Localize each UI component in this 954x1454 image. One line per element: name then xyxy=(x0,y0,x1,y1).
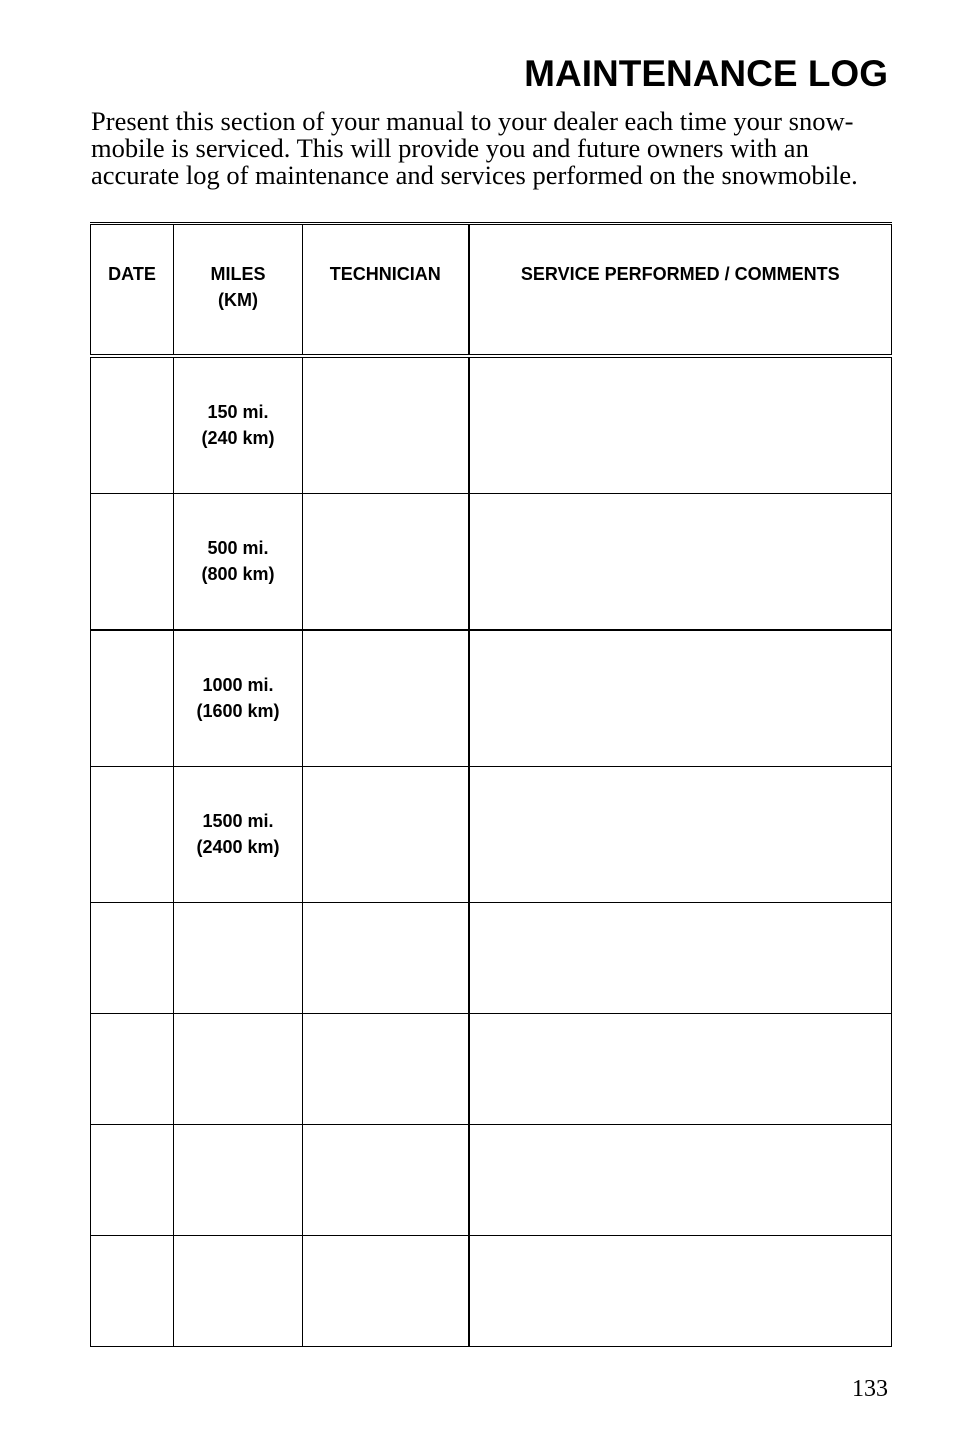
service-cell[interactable] xyxy=(469,493,892,630)
table-row xyxy=(91,493,892,630)
service-cell[interactable] xyxy=(469,902,892,1013)
miles-value: 500 mi. xyxy=(207,538,269,558)
intro-line: Present this section of your manual to your dealer each time your snow- xyxy=(91,106,854,136)
technician-cell[interactable] xyxy=(303,1124,469,1235)
service-cell[interactable] xyxy=(469,766,892,902)
km-value: (2400 km) xyxy=(196,837,280,857)
km-value: (800 km) xyxy=(201,564,275,584)
miles-value: 1000 mi. xyxy=(202,675,274,695)
service-cell[interactable] xyxy=(469,356,892,494)
date-cell[interactable] xyxy=(91,356,174,494)
technician-cell[interactable] xyxy=(303,766,469,902)
technician-cell[interactable] xyxy=(303,356,469,494)
date-cell[interactable] xyxy=(91,1124,174,1235)
miles-cell[interactable] xyxy=(174,1013,303,1124)
miles-cell xyxy=(174,493,303,630)
miles-cell[interactable] xyxy=(174,902,303,1013)
km-value: (1600 km) xyxy=(196,701,280,721)
table-row xyxy=(91,630,892,767)
intro-line: mobile is serviced. This will provide you and future owners with an xyxy=(91,133,809,163)
header-technician: TECHNICIAN xyxy=(303,224,469,356)
service-cell[interactable] xyxy=(469,1235,892,1346)
technician-cell[interactable] xyxy=(303,630,469,767)
miles-value: 1500 mi. xyxy=(202,811,274,831)
page-title: MAINTENANCE LOG xyxy=(524,53,888,94)
maintenance-log-table xyxy=(90,222,892,1347)
header-km-label: (KM) xyxy=(218,290,258,310)
date-cell[interactable] xyxy=(91,630,174,767)
miles-cell xyxy=(174,766,303,902)
miles-cell xyxy=(174,356,303,494)
table-row xyxy=(91,1013,892,1124)
technician-cell[interactable] xyxy=(303,1235,469,1346)
technician-cell[interactable] xyxy=(303,493,469,630)
service-cell[interactable] xyxy=(469,1124,892,1235)
service-cell[interactable] xyxy=(469,1013,892,1124)
miles-cell[interactable] xyxy=(174,1124,303,1235)
table-row xyxy=(91,902,892,1013)
technician-cell[interactable] xyxy=(303,1013,469,1124)
header-miles xyxy=(174,224,303,356)
table-header-row xyxy=(91,224,892,356)
miles-value: 150 mi. xyxy=(207,402,269,422)
intro-line: accurate log of maintenance and services performed on the snowmobile. xyxy=(91,160,858,190)
km-value: (240 km) xyxy=(201,428,275,448)
header-miles-label: MILES xyxy=(210,264,266,284)
table-row xyxy=(91,766,892,902)
technician-cell[interactable] xyxy=(303,902,469,1013)
intro-paragraph xyxy=(91,108,891,189)
header-service: SERVICE PERFORMED / COMMENTS xyxy=(469,224,892,356)
table-row xyxy=(91,1235,892,1346)
miles-cell[interactable] xyxy=(174,1235,303,1346)
date-cell[interactable] xyxy=(91,493,174,630)
table-row xyxy=(91,356,892,494)
service-cell[interactable] xyxy=(469,630,892,767)
header-date: DATE xyxy=(91,224,174,356)
date-cell[interactable] xyxy=(91,1013,174,1124)
date-cell[interactable] xyxy=(91,902,174,1013)
date-cell[interactable] xyxy=(91,1235,174,1346)
date-cell[interactable] xyxy=(91,766,174,902)
table-row xyxy=(91,1124,892,1235)
page-number: 133 xyxy=(852,1376,888,1402)
miles-cell xyxy=(174,630,303,767)
